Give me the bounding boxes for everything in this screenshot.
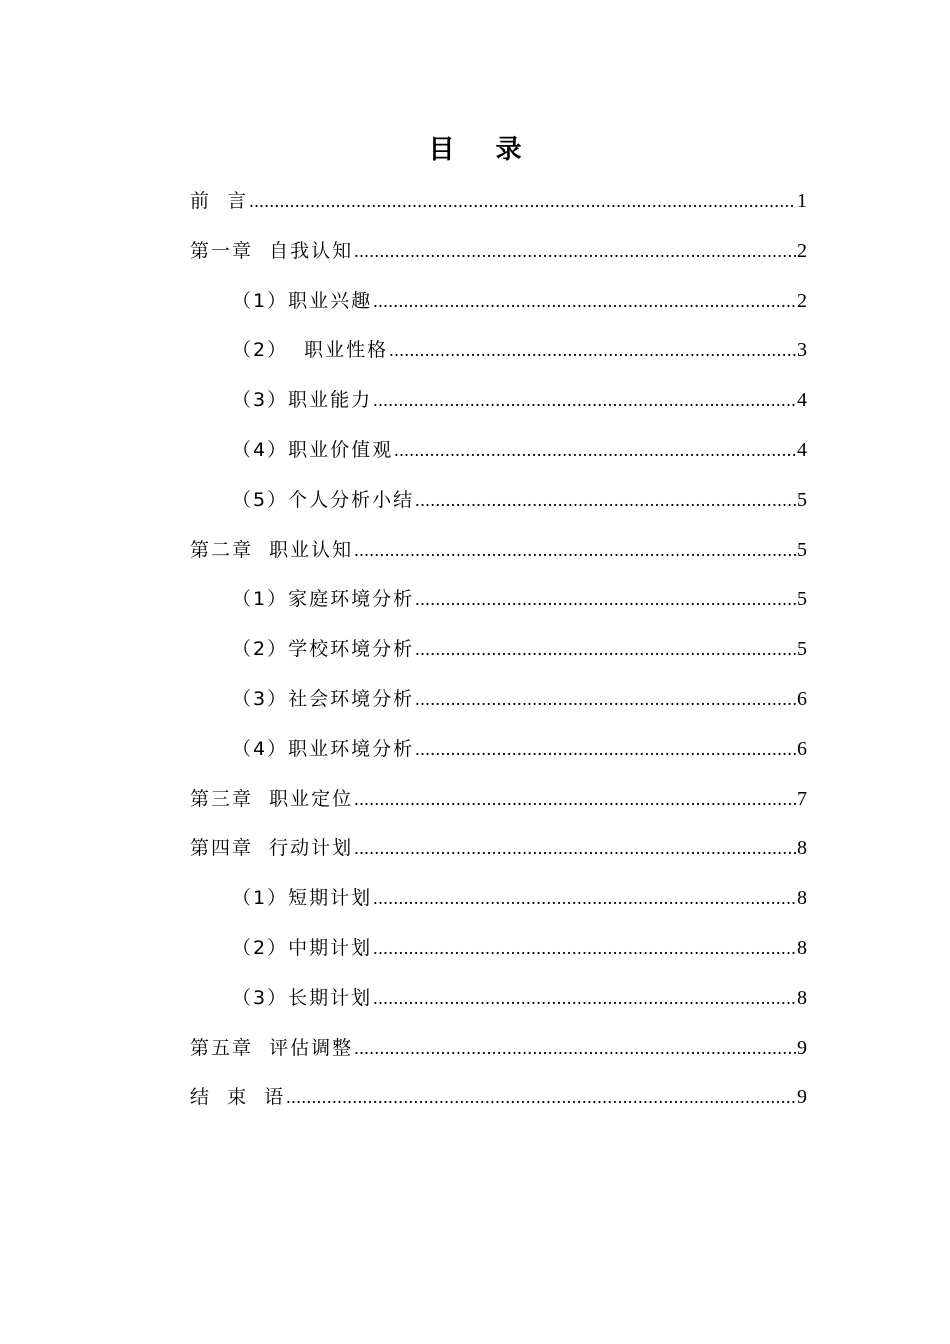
toc-entry-label: （2）中期计划 — [232, 936, 373, 959]
dot-leader — [389, 329, 796, 371]
dot-leader — [354, 778, 796, 820]
dot-leader — [354, 529, 796, 571]
toc-entry[interactable] — [190, 429, 807, 479]
toc-page-number: 8 — [797, 936, 807, 959]
toc-page-number: 9 — [797, 1036, 807, 1059]
toc-entry[interactable] — [190, 927, 807, 977]
toc-entry-label: 第三章 职业定位 — [190, 787, 354, 810]
toc-entry-label: 结 束 语 — [190, 1086, 286, 1109]
dot-leader — [373, 877, 796, 919]
toc-entry[interactable] — [190, 877, 807, 927]
toc-page-number: 5 — [797, 488, 807, 511]
toc-page-number: 8 — [797, 837, 807, 860]
toc-page-number: 5 — [797, 588, 807, 611]
toc-page-number: 1 — [797, 190, 807, 212]
toc-entry-label: （3）社会环境分析 — [232, 687, 415, 710]
dot-leader — [354, 230, 796, 272]
toc-entry[interactable] — [190, 728, 807, 778]
toc-entry-label: （3）职业能力 — [232, 389, 373, 412]
toc-page-number: 4 — [797, 389, 807, 412]
dot-leader — [394, 429, 796, 471]
toc-entry-label: 前 言 — [190, 190, 249, 212]
toc-page-number: 2 — [797, 289, 807, 312]
toc-entry[interactable] — [190, 180, 807, 230]
dot-leader — [373, 379, 796, 421]
dot-leader — [373, 977, 796, 1019]
dot-leader — [415, 578, 796, 620]
dot-leader — [415, 628, 796, 670]
toc-entry[interactable] — [190, 1027, 807, 1077]
toc-entry-label: （4）职业环境分析 — [232, 737, 415, 760]
toc-entry-label: （4）职业价值观 — [232, 438, 394, 461]
toc-entry-label: 第五章 评估调整 — [190, 1036, 354, 1059]
toc-entry[interactable] — [190, 977, 807, 1027]
toc-entry[interactable] — [190, 678, 807, 728]
toc-entry-label: 第四章 行动计划 — [190, 837, 354, 860]
toc-entry[interactable] — [190, 379, 807, 429]
toc-entry[interactable] — [190, 1076, 807, 1126]
toc-entry-label: 第一章 自我认知 — [190, 239, 354, 262]
dot-leader — [415, 479, 796, 521]
dot-leader — [373, 927, 796, 969]
toc-page-number: 9 — [797, 1086, 807, 1109]
toc-entry[interactable] — [190, 329, 807, 379]
toc-page-number: 4 — [797, 438, 807, 461]
dot-leader — [249, 180, 796, 222]
toc-entry[interactable] — [190, 827, 807, 877]
toc-entry[interactable] — [190, 529, 807, 579]
toc-page-number: 2 — [797, 239, 807, 262]
toc-entry[interactable] — [190, 628, 807, 678]
dot-leader — [286, 1076, 796, 1118]
toc-entry[interactable] — [190, 778, 807, 828]
dot-leader — [373, 280, 796, 322]
toc-entry-label: 第二章 职业认知 — [190, 538, 354, 561]
toc-page-number: 5 — [797, 638, 807, 661]
toc-page-number: 8 — [797, 986, 807, 1009]
toc-entry-label: （2）学校环境分析 — [232, 638, 415, 661]
toc-title: 目 录 — [428, 135, 538, 165]
toc-entry-label: （2） 职业性格 — [232, 339, 389, 362]
toc-page-number: 7 — [797, 787, 807, 810]
toc-page-number: 6 — [797, 687, 807, 710]
toc-entry-label: （5）个人分析小结 — [232, 488, 415, 511]
toc-entry[interactable] — [190, 280, 807, 330]
dot-leader — [354, 827, 796, 869]
toc-entry-label: （1）职业兴趣 — [232, 289, 373, 312]
dot-leader — [354, 1027, 796, 1069]
toc-page-number: 3 — [797, 339, 807, 362]
toc-page-number: 8 — [797, 887, 807, 910]
toc-entry[interactable] — [190, 578, 807, 628]
dot-leader — [415, 678, 796, 720]
toc-entry[interactable] — [190, 230, 807, 280]
toc-entry-label: （3）长期计划 — [232, 986, 373, 1009]
toc-entry[interactable] — [190, 479, 807, 529]
toc-entry-label: （1）家庭环境分析 — [232, 588, 415, 611]
toc-page-number: 6 — [797, 737, 807, 760]
toc-entry-label: （1）短期计划 — [232, 887, 373, 910]
dot-leader — [415, 728, 796, 770]
toc-page-number: 5 — [797, 538, 807, 561]
table-of-contents — [190, 180, 807, 1126]
